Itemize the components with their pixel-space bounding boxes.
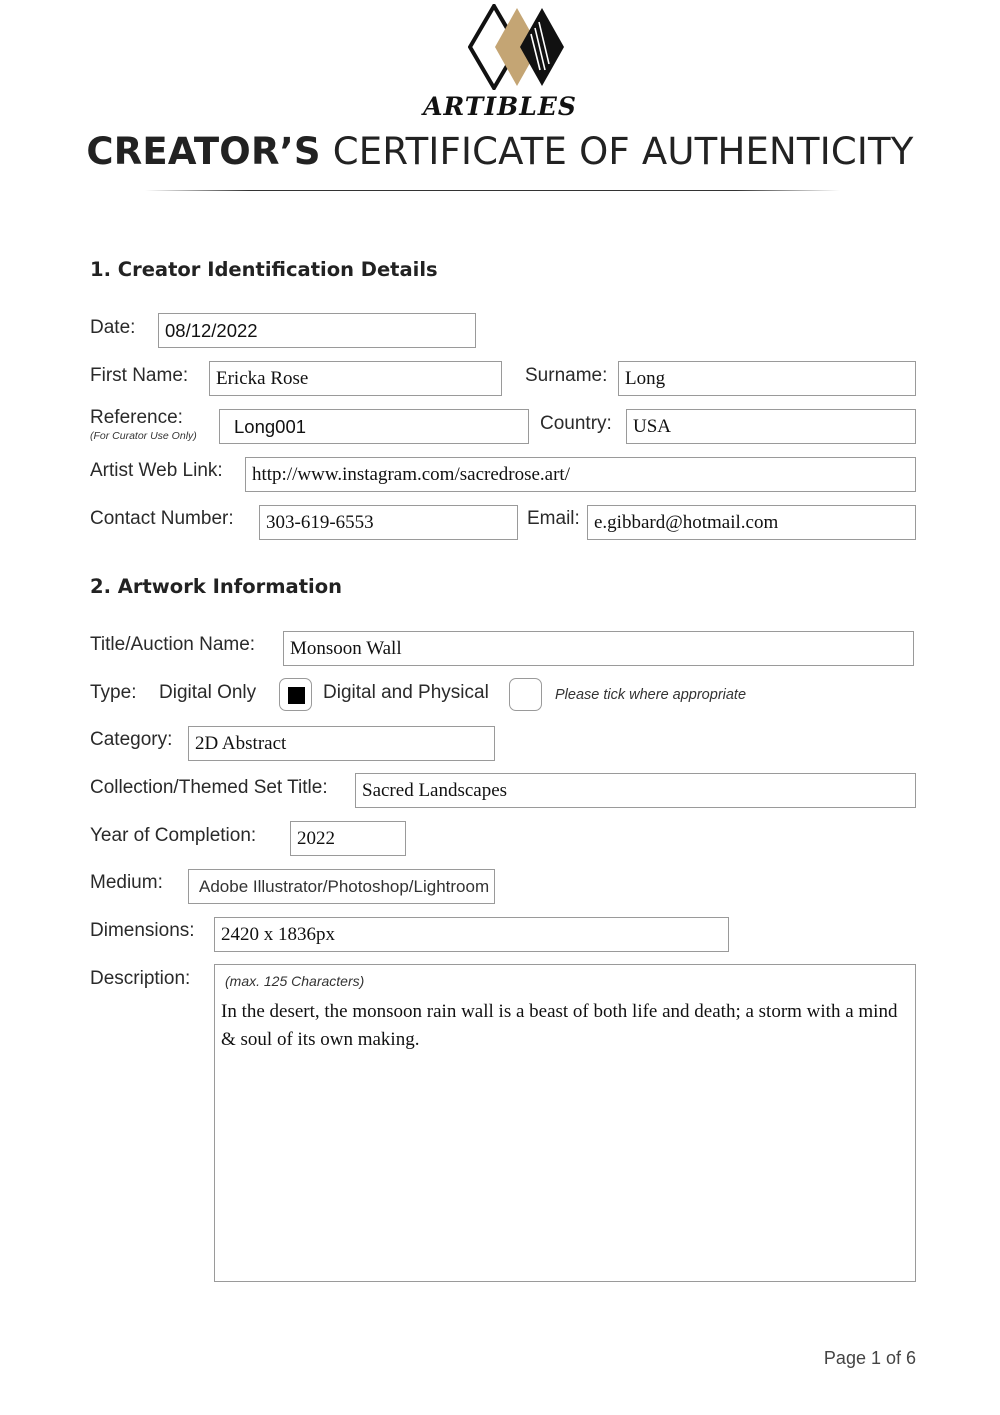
web-link-field[interactable]: http://www.instagram.com/sacredrose.art/ [245,457,916,492]
description-text: In the desert, the monsoon rain wall is a beast of both life and death; a storm with a mind & soul of its own making. [221,1001,898,1050]
year-label: Year of Completion: [90,825,257,846]
page-number: Page 1 of 6 [823,1348,916,1368]
dimensions-label: Dimensions: [90,920,195,941]
first-name-field[interactable]: Ericka Rose [209,361,502,396]
description-label: Description: [90,968,191,989]
description-max-note: (max. 125 Characters) [225,973,365,989]
category-field[interactable]: 2D Abstract [188,726,495,761]
category-label: Category: [90,729,173,750]
section-artwork-heading: 2. Artwork Information [90,575,342,598]
title-divider [145,190,840,191]
title-rest: CERTIFICATE OF AUTHENTICITY [332,130,914,173]
reference-note: (For Curator Use Only) [90,430,197,442]
surname-label: Surname: [525,365,608,386]
title-bold: CREATOR’S [86,130,321,173]
brand-name: ARTIBLES [423,92,577,121]
web-link-label: Artist Web Link: [90,460,223,481]
first-name-label: First Name: [90,365,189,386]
artibles-logo [468,4,568,90]
digital-only-checkbox[interactable] [279,678,312,711]
type-digital-physical-label: Digital and Physical [323,682,489,703]
section-creator-heading: 1. Creator Identification Details [90,258,438,281]
reference-field[interactable]: Long001 [219,409,529,444]
title-field[interactable]: Monsoon Wall [283,631,914,666]
checkbox-checked-mark [288,687,305,704]
reference-label: Reference: [90,407,183,428]
type-label: Type: [90,682,137,703]
medium-field[interactable]: Adobe Illustrator/Photoshop/Lightroom [188,869,495,904]
description-field[interactable] [214,964,916,1282]
collection-label: Collection/Themed Set Title: [90,777,328,798]
type-digital-only-label: Digital Only [159,682,257,703]
surname-field[interactable]: Long [618,361,916,396]
date-field[interactable]: 08/12/2022 [158,313,476,348]
medium-label: Medium: [90,872,163,893]
dimensions-field[interactable]: 2420 x 1836px [214,917,729,952]
collection-field[interactable]: Sacred Landscapes [355,773,916,808]
contact-number-label: Contact Number: [90,508,234,529]
title-label: Title/Auction Name: [90,634,256,655]
email-field[interactable]: e.gibbard@hotmail.com [587,505,916,540]
contact-number-field[interactable]: 303-619-6553 [259,505,518,540]
country-label: Country: [540,413,612,434]
type-hint: Please tick where appropriate [555,687,747,703]
date-label: Date: [90,317,136,338]
email-label: Email: [527,508,580,529]
country-field[interactable]: USA [626,409,916,444]
year-field[interactable]: 2022 [290,821,406,856]
digital-physical-checkbox[interactable] [509,678,542,711]
certificate-title [0,130,1000,173]
